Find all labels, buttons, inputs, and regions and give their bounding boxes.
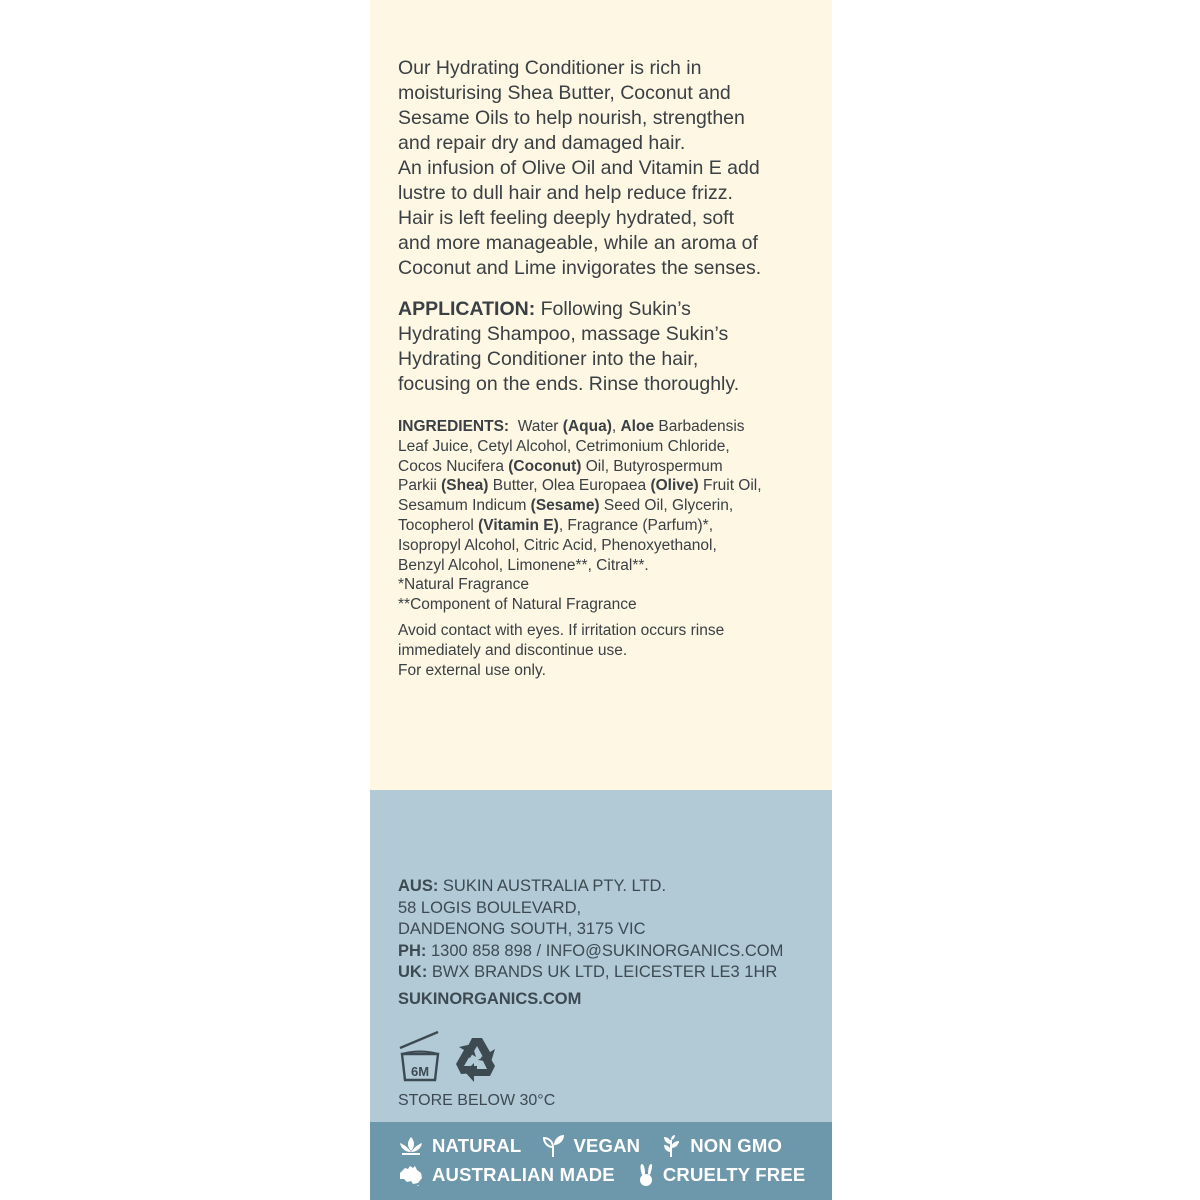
description-line: Our Hydrating Conditioner is rich in xyxy=(398,57,702,79)
storage-instruction: STORE BELOW 30°C xyxy=(398,1092,556,1109)
safety-warning xyxy=(398,621,828,680)
description-line: lustre to dull hair and help reduce frizz. xyxy=(398,182,733,204)
description-line: and repair dry and damaged hair. xyxy=(398,132,686,154)
pao-label: 6M xyxy=(410,1064,430,1079)
phone-label: PH: xyxy=(398,941,427,960)
rabbit-icon xyxy=(637,1163,655,1187)
ingredient-text: Seed Oil, Glycerin, xyxy=(599,497,734,515)
badge-non-gmo-label: NON GMO xyxy=(690,1135,783,1156)
aus-suburb: DANDENONG SOUTH, 3175 VIC xyxy=(398,920,646,939)
ingredient-highlight: Aloe xyxy=(620,418,655,435)
ingredient-text: Butter, Olea Europaea xyxy=(488,477,651,495)
ingredient-text: , xyxy=(611,418,621,435)
badge-non-gmo xyxy=(662,1134,782,1158)
packaging-symbols xyxy=(398,1028,508,1088)
application-instructions xyxy=(398,297,828,397)
application-line: Hydrating Shampoo, massage Sukin’s xyxy=(398,323,729,345)
ingredient-text: Barbadensis xyxy=(654,418,745,435)
badge-natural xyxy=(398,1135,521,1157)
certification-band xyxy=(370,1122,832,1200)
warning-line: For external use only. xyxy=(398,661,546,679)
application-line: focusing on the ends. Rinse thoroughly. xyxy=(398,373,740,395)
description-line: and more manageable, while an aroma of xyxy=(398,232,758,254)
ingredient-footnote: *Natural Fragrance xyxy=(398,576,529,594)
ingredient-highlight: (Sesame) xyxy=(530,497,600,515)
company-address xyxy=(398,876,828,984)
ingredient-text: , Fragrance (Parfum)*, xyxy=(558,516,713,534)
ingredient-line: Leaf Juice, Cetyl Alcohol, Cetrimonium Chloride, xyxy=(398,437,730,455)
warning-line: immediately and discontinue use. xyxy=(398,641,628,659)
description-line: An infusion of Olive Oil and Vitamin E add xyxy=(398,157,760,179)
description-line: Hair is left feeling deeply hydrated, soft xyxy=(398,207,735,229)
pao-icon xyxy=(398,1028,508,1088)
ingredients-label: INGREDIENTS: xyxy=(398,418,510,435)
aus-company: SUKIN AUSTRALIA PTY. LTD. xyxy=(438,877,667,895)
recycle-icon xyxy=(456,1038,495,1082)
cream-section xyxy=(370,0,832,790)
description-line: moisturising Shea Butter, Coconut and xyxy=(398,82,731,104)
ingredient-text: Sesamum Indicum xyxy=(398,497,531,515)
ingredients-list xyxy=(398,417,828,615)
badge-cruelty-free xyxy=(637,1163,806,1187)
ingredient-highlight: (Coconut) xyxy=(508,457,582,475)
ingredient-line: Isopropyl Alcohol, Citric Acid, Phenoxyethanol, xyxy=(398,536,717,554)
wheat-icon xyxy=(662,1134,682,1158)
ingredient-text: Water xyxy=(509,418,563,435)
badge-row-1 xyxy=(398,1134,804,1158)
aus-street: 58 LOGIS BOULEVARD, xyxy=(398,898,582,917)
aus-label: AUS: xyxy=(398,877,439,895)
ingredient-text: Cocos Nucifera xyxy=(398,457,509,475)
badge-vegan-label: VEGAN xyxy=(573,1135,641,1156)
ingredient-footnote: **Component of Natural Fragrance xyxy=(398,596,637,614)
application-text: Following Sukin’s xyxy=(535,298,691,320)
description-line: Coconut and Lime invigorates the senses. xyxy=(398,257,762,279)
badge-row-2 xyxy=(398,1163,827,1187)
sprout-icon xyxy=(543,1134,565,1158)
website: SUKINORGANICS.COM xyxy=(398,990,582,1008)
ingredient-highlight: (Vitamin E) xyxy=(478,516,559,534)
warning-line: Avoid contact with eyes. If irritation occurs rinse xyxy=(398,622,725,639)
ingredient-line: Benzyl Alcohol, Limonene**, Citral**. xyxy=(398,556,649,574)
ingredient-text: Oil, Butyrospermum xyxy=(581,457,723,475)
description-line: Sesame Oils to help nourish, strengthen xyxy=(398,107,745,129)
ingredient-text: Fruit Oil, xyxy=(698,477,762,495)
application-label: APPLICATION: xyxy=(398,298,536,320)
badge-australian-made-label: AUSTRALIAN MADE xyxy=(432,1164,615,1185)
uk-label: UK: xyxy=(398,963,428,982)
lotus-icon xyxy=(398,1135,424,1157)
ingredient-highlight: (Aqua) xyxy=(562,418,612,435)
badge-vegan xyxy=(543,1134,640,1158)
ingredient-highlight: (Olive) xyxy=(650,477,699,495)
badge-cruelty-free-label: CRUELTY FREE xyxy=(662,1164,806,1185)
ingredient-text: Parkii xyxy=(398,477,442,495)
product-description xyxy=(398,56,828,281)
ingredient-highlight: (Shea) xyxy=(441,477,489,495)
badge-australian-made xyxy=(398,1164,615,1186)
phone-email: 1300 858 898 / INFO@SUKINORGANICS.COM xyxy=(426,941,784,960)
application-line: Hydrating Conditioner into the hair, xyxy=(398,348,699,370)
ingredient-text: Tocopherol xyxy=(398,516,479,534)
product-back-panel xyxy=(370,0,832,1200)
uk-address: BWX BRANDS UK LTD, LEICESTER LE3 1HR xyxy=(427,963,778,982)
australia-icon xyxy=(398,1164,424,1186)
badge-natural-label: NATURAL xyxy=(432,1135,522,1156)
